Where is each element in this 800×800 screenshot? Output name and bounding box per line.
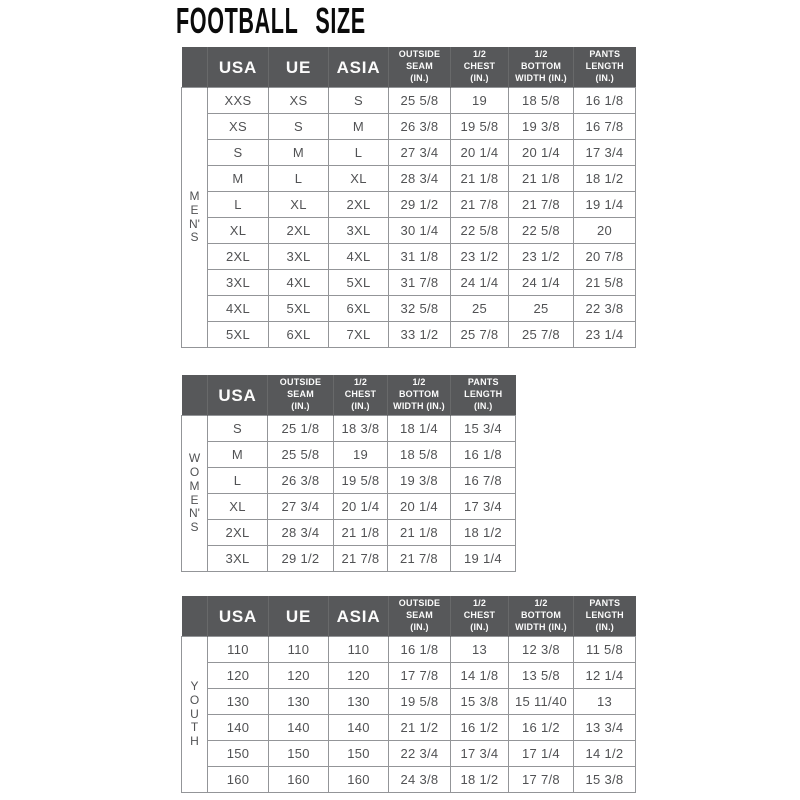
size-cell: 150: [329, 741, 389, 767]
side-label-letter: O: [189, 465, 200, 480]
size-cell: 7XL: [329, 322, 389, 348]
column-header-line: PANTS: [589, 598, 621, 609]
header-spacer: [182, 596, 208, 637]
size-cell: 13: [451, 637, 509, 663]
table-row: [182, 689, 636, 715]
side-label-letter: S: [190, 230, 199, 245]
side-label-letter: M: [189, 189, 200, 204]
side-label-letter: E: [190, 492, 199, 507]
size-cell: 15 11/40: [509, 689, 574, 715]
table-row: [182, 442, 516, 468]
side-label-letter: Y: [190, 679, 199, 694]
size-cell: 31 1/8: [389, 244, 451, 270]
column-header-1-2-chest-in: [334, 375, 388, 416]
side-label-letter: N': [189, 216, 200, 231]
size-cell: 130: [329, 689, 389, 715]
table-row: [182, 140, 636, 166]
size-cell: 140: [329, 715, 389, 741]
size-cell: 21 7/8: [509, 192, 574, 218]
table-row: [182, 166, 636, 192]
size-cell: 16 7/8: [574, 114, 636, 140]
size-cell: 22 3/8: [574, 296, 636, 322]
size-cell: 17 3/4: [574, 140, 636, 166]
size-cell: 25 7/8: [509, 322, 574, 348]
column-header-line: 1/2: [534, 598, 548, 609]
size-cell: 16 1/8: [574, 88, 636, 114]
size-cell: 21 7/8: [334, 546, 388, 572]
header-row: [182, 596, 636, 637]
size-cell: 11 5/8: [574, 637, 636, 663]
size-cell: 5XL: [208, 322, 269, 348]
column-header-line: PANTS: [467, 377, 499, 388]
size-cell: S: [329, 88, 389, 114]
size-cell: 21 1/8: [334, 520, 388, 546]
size-cell: XL: [269, 192, 329, 218]
table-row: [182, 520, 516, 546]
side-label-youth: [182, 637, 208, 793]
size-cell: 6XL: [269, 322, 329, 348]
size-cell: 12 1/4: [574, 663, 636, 689]
size-cell: 25: [451, 296, 509, 322]
table-row: [182, 468, 516, 494]
size-cell: 24 3/8: [389, 767, 451, 793]
table-row: [182, 322, 636, 348]
size-cell: 25: [509, 296, 574, 322]
size-cell: 22 3/4: [389, 741, 451, 767]
column-header-line: (IN.): [351, 400, 370, 411]
column-header-1-2-chest-in: [451, 596, 509, 637]
side-label-letter: H: [190, 734, 199, 748]
size-cell: 23 1/2: [451, 244, 509, 270]
table-row: [182, 218, 636, 244]
size-cell: 140: [269, 715, 329, 741]
column-header-line: WIDTH (IN.): [393, 400, 445, 411]
size-cell: 3XL: [208, 546, 268, 572]
size-cell: 22 5/8: [451, 218, 509, 244]
column-header-usa: [208, 47, 269, 88]
size-cell: 31 7/8: [389, 270, 451, 296]
table-row: [182, 192, 636, 218]
column-header-line: UE: [285, 606, 312, 626]
size-cell: 28 3/4: [389, 166, 451, 192]
column-header-line: SEAM: [406, 61, 433, 72]
column-header-1-2-bottom-width-in: [509, 596, 574, 637]
size-cell: 33 1/2: [389, 322, 451, 348]
size-cell: 21 7/8: [388, 546, 451, 572]
size-cell: 13 3/4: [574, 715, 636, 741]
table-row: [182, 767, 636, 793]
size-cell: L: [208, 468, 268, 494]
column-header-line: LENGTH: [585, 610, 624, 621]
column-header-line: PANTS: [589, 49, 621, 60]
size-cell: 13 5/8: [509, 663, 574, 689]
size-cell: S: [208, 140, 269, 166]
column-header-line: ASIA: [336, 606, 381, 626]
youth-table-grid: [181, 596, 636, 793]
size-cell: 160: [329, 767, 389, 793]
size-cell: L: [208, 192, 269, 218]
size-cell: 16 1/8: [451, 442, 516, 468]
size-cell: 24 1/4: [509, 270, 574, 296]
column-header-line: 1/2: [472, 598, 487, 609]
size-cell: 17 3/4: [451, 494, 516, 520]
column-header-1-2-bottom-width-in: [509, 47, 574, 88]
table-row: [182, 663, 636, 689]
size-cell: 3XL: [269, 244, 329, 270]
size-cell: XS: [208, 114, 269, 140]
size-cell: 6XL: [329, 296, 389, 322]
side-label-mens: [182, 88, 208, 348]
side-label-letter: T: [190, 720, 199, 735]
column-header-ue: [269, 47, 329, 88]
side-label-letter: E: [190, 202, 199, 217]
size-cell: 13: [574, 689, 636, 715]
table-row: [182, 270, 636, 296]
header-spacer: [182, 375, 208, 416]
size-cell: 19 5/8: [451, 114, 509, 140]
size-cell: 21 1/8: [509, 166, 574, 192]
size-cell: S: [269, 114, 329, 140]
column-header-line: BOTTOM: [520, 610, 562, 621]
size-cell: 18 1/2: [451, 520, 516, 546]
side-label-letter: M: [189, 478, 200, 493]
size-cell: 160: [269, 767, 329, 793]
column-header-asia: [329, 596, 389, 637]
size-cell: 19: [334, 442, 388, 468]
column-header-line: 1/2: [472, 49, 487, 60]
size-cell: 16 1/2: [509, 715, 574, 741]
mens-size-table: [181, 47, 636, 348]
column-header-pants-length-in: [451, 375, 516, 416]
size-cell: XL: [208, 494, 268, 520]
side-label-letter: S: [190, 519, 199, 534]
size-cell: 25 7/8: [451, 322, 509, 348]
size-cell: 110: [208, 637, 269, 663]
size-cell: XXS: [208, 88, 269, 114]
column-header-line: 1/2: [412, 377, 426, 388]
side-label-letter: W: [188, 451, 201, 466]
table-row: [182, 114, 636, 140]
size-cell: 29 1/2: [268, 546, 334, 572]
table-row: [182, 637, 636, 663]
size-cell: 5XL: [329, 270, 389, 296]
header-spacer: [182, 47, 208, 88]
page-title: FOOTBALL SIZE: [176, 0, 366, 41]
table-row: [182, 88, 636, 114]
size-cell: 120: [269, 663, 329, 689]
size-cell: L: [269, 166, 329, 192]
size-cell: 16 1/2: [451, 715, 509, 741]
size-cell: 19 1/4: [451, 546, 516, 572]
size-cell: 24 1/4: [451, 270, 509, 296]
womens-size-table: [181, 375, 516, 572]
size-cell: 4XL: [208, 296, 269, 322]
column-header-line: 1/2: [534, 49, 548, 60]
column-header-line: (IN.): [595, 72, 614, 83]
size-cell: 21 1/8: [388, 520, 451, 546]
column-header-1-2-bottom-width-in: [388, 375, 451, 416]
size-cell: 20: [574, 218, 636, 244]
size-cell: 150: [269, 741, 329, 767]
size-cell: 18 1/4: [388, 416, 451, 442]
size-cell: 21 5/8: [574, 270, 636, 296]
column-header-line: (IN.): [410, 621, 429, 632]
size-cell: 28 3/4: [268, 520, 334, 546]
size-cell: M: [329, 114, 389, 140]
column-header-line: (IN.): [470, 72, 489, 83]
column-header-line: OUTSIDE: [398, 598, 441, 609]
column-header-usa: [208, 375, 268, 416]
size-cell: 21 7/8: [451, 192, 509, 218]
size-cell: 160: [208, 767, 269, 793]
size-cell: 15 3/8: [574, 767, 636, 793]
size-cell: 25 5/8: [268, 442, 334, 468]
column-header-usa: [208, 596, 269, 637]
header-row: [182, 47, 636, 88]
column-header-line: OUTSIDE: [398, 49, 441, 60]
size-cell: 32 5/8: [389, 296, 451, 322]
size-cell: 18 1/2: [451, 767, 509, 793]
size-cell: 14 1/8: [451, 663, 509, 689]
size-cell: 110: [329, 637, 389, 663]
side-label-womens: [182, 416, 208, 572]
size-cell: 17 7/8: [509, 767, 574, 793]
size-cell: 29 1/2: [389, 192, 451, 218]
womens-table-grid: [181, 375, 516, 572]
size-cell: 16 7/8: [451, 468, 516, 494]
youth-size-table: [181, 596, 636, 793]
column-header-line: WIDTH (IN.): [515, 621, 567, 632]
size-cell: XL: [208, 218, 269, 244]
column-header-line: CHEST: [463, 61, 496, 72]
size-cell: 21 1/8: [451, 166, 509, 192]
size-cell: 14 1/2: [574, 741, 636, 767]
size-cell: 110: [269, 637, 329, 663]
size-cell: 130: [208, 689, 269, 715]
size-cell: 120: [208, 663, 269, 689]
size-cell: 12 3/8: [509, 637, 574, 663]
size-cell: 150: [208, 741, 269, 767]
size-cell: 17 3/4: [451, 741, 509, 767]
column-header-line: (IN.): [470, 621, 489, 632]
table-row: [182, 741, 636, 767]
column-header-ue: [269, 596, 329, 637]
size-cell: 19 5/8: [334, 468, 388, 494]
size-cell: L: [329, 140, 389, 166]
size-cell: 23 1/2: [509, 244, 574, 270]
size-cell: 26 3/8: [268, 468, 334, 494]
column-header-line: (IN.): [595, 621, 614, 632]
column-header-line: CHEST: [463, 610, 496, 621]
size-cell: 26 3/8: [389, 114, 451, 140]
size-cell: 22 5/8: [509, 218, 574, 244]
size-cell: 27 3/4: [389, 140, 451, 166]
size-cell: 20 1/4: [334, 494, 388, 520]
size-cell: 17 1/4: [509, 741, 574, 767]
column-header-outside-seam-in: [268, 375, 334, 416]
column-header-line: WIDTH (IN.): [515, 72, 567, 83]
size-cell: 18 5/8: [388, 442, 451, 468]
column-header-line: SEAM: [287, 389, 314, 400]
size-cell: XL: [329, 166, 389, 192]
column-header-line: (IN.): [291, 400, 310, 411]
column-header-line: ASIA: [336, 57, 381, 77]
size-cell: 19: [451, 88, 509, 114]
size-cell: 19 1/4: [574, 192, 636, 218]
size-cell: 25 5/8: [389, 88, 451, 114]
size-cell: 25 1/8: [268, 416, 334, 442]
column-header-line: USA: [218, 385, 257, 405]
column-header-line: SEAM: [406, 610, 433, 621]
size-cell: 3XL: [208, 270, 269, 296]
size-cell: 4XL: [269, 270, 329, 296]
column-header-line: USA: [218, 606, 258, 626]
column-header-line: BOTTOM: [398, 389, 440, 400]
size-cell: 140: [208, 715, 269, 741]
size-cell: 18 1/2: [574, 166, 636, 192]
size-cell: 27 3/4: [268, 494, 334, 520]
table-row: [182, 416, 516, 442]
side-label-letter: U: [190, 706, 199, 721]
column-header-line: LENGTH: [464, 389, 503, 400]
size-cell: 130: [269, 689, 329, 715]
column-header-pants-length-in: [574, 47, 636, 88]
size-cell: 2XL: [329, 192, 389, 218]
size-cell: 18 5/8: [509, 88, 574, 114]
size-cell: 20 1/4: [451, 140, 509, 166]
size-cell: 20 7/8: [574, 244, 636, 270]
column-header-line: (IN.): [474, 400, 493, 411]
column-header-line: 1/2: [353, 377, 368, 388]
size-cell: M: [208, 442, 268, 468]
size-cell: 5XL: [269, 296, 329, 322]
column-header-line: OUTSIDE: [279, 377, 322, 388]
column-header-line: BOTTOM: [520, 61, 562, 72]
size-cell: XS: [269, 88, 329, 114]
size-cell: 2XL: [208, 244, 269, 270]
size-cell: 2XL: [208, 520, 268, 546]
size-cell: 19 3/8: [509, 114, 574, 140]
size-cell: 3XL: [329, 218, 389, 244]
size-cell: 21 1/2: [389, 715, 451, 741]
mens-table-grid: [181, 47, 636, 348]
size-cell: M: [269, 140, 329, 166]
size-cell: 15 3/4: [451, 416, 516, 442]
column-header-line: UE: [285, 57, 312, 77]
size-cell: 19 3/8: [388, 468, 451, 494]
header-row: [182, 375, 516, 416]
size-cell: S: [208, 416, 268, 442]
size-cell: M: [208, 166, 269, 192]
table-row: [182, 494, 516, 520]
size-cell: 16 1/8: [389, 637, 451, 663]
size-cell: 30 1/4: [389, 218, 451, 244]
size-cell: 23 1/4: [574, 322, 636, 348]
column-header-1-2-chest-in: [451, 47, 509, 88]
table-row: [182, 244, 636, 270]
table-row: [182, 715, 636, 741]
column-header-pants-length-in: [574, 596, 636, 637]
size-cell: 15 3/8: [451, 689, 509, 715]
column-header-outside-seam-in: [389, 596, 451, 637]
column-header-line: CHEST: [344, 389, 377, 400]
side-label-letter: N': [189, 506, 200, 521]
size-cell: 120: [329, 663, 389, 689]
size-cell: 20 1/4: [509, 140, 574, 166]
size-cell: 18 3/8: [334, 416, 388, 442]
side-label-letter: O: [189, 692, 200, 707]
size-cell: 2XL: [269, 218, 329, 244]
column-header-line: LENGTH: [585, 61, 624, 72]
size-cell: 17 7/8: [389, 663, 451, 689]
column-header-line: USA: [218, 57, 258, 77]
size-cell: 19 5/8: [389, 689, 451, 715]
table-row: [182, 546, 516, 572]
table-row: [182, 296, 636, 322]
size-cell: 20 1/4: [388, 494, 451, 520]
column-header-outside-seam-in: [389, 47, 451, 88]
column-header-line: (IN.): [410, 72, 429, 83]
size-cell: 4XL: [329, 244, 389, 270]
column-header-asia: [329, 47, 389, 88]
